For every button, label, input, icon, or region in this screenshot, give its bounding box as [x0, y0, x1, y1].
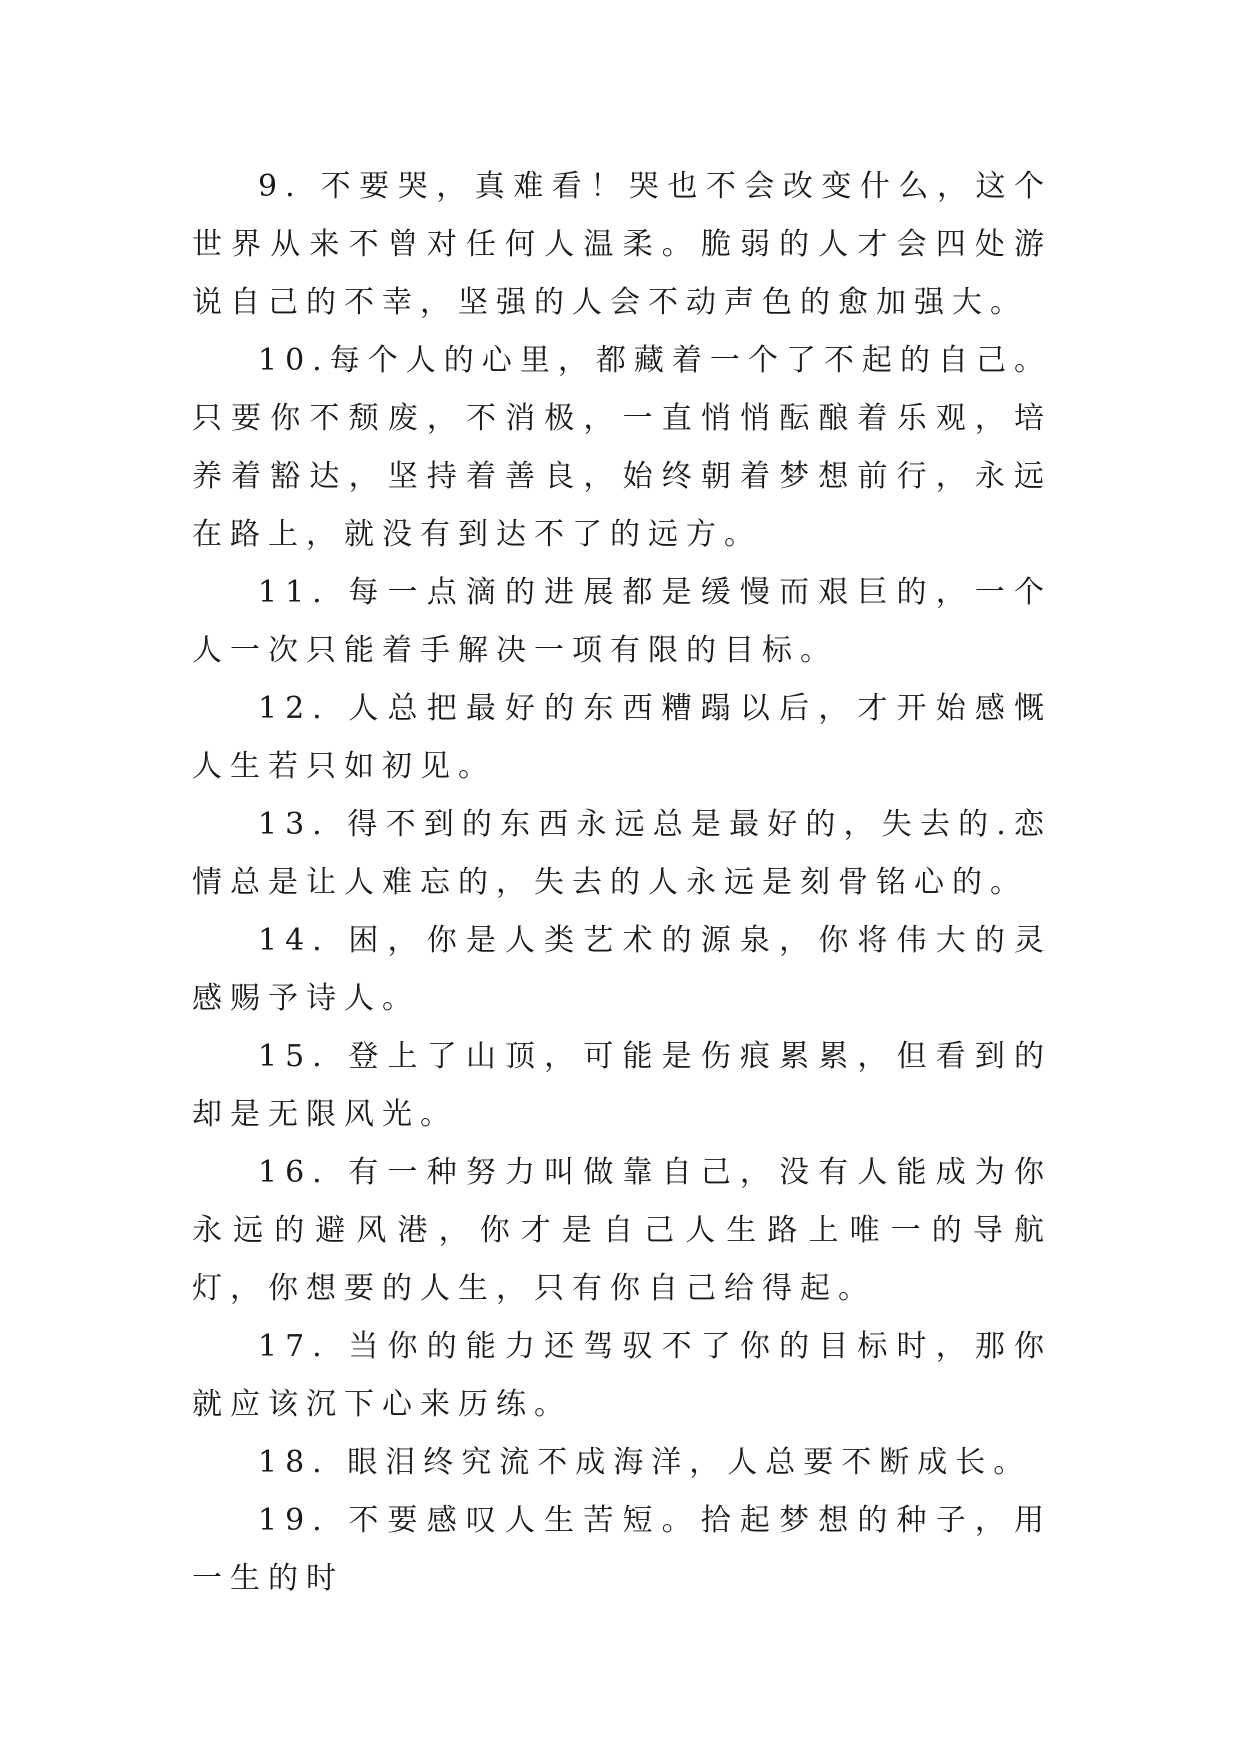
- paragraph-15: 15. 登上了山顶，可能是伤痕累累，但看到的却是无限风光。: [192, 1039, 1052, 1132]
- paragraph-17: 17. 当你的能力还驾驭不了你的目标时，那你就应该沉下心来历练。: [192, 1329, 1052, 1422]
- paragraph-13: 13. 得不到的东西永远总是最好的，失去的.恋情总是让人难忘的，失去的人永远是刻骨铭心的。: [192, 807, 1052, 900]
- paragraph-10: 10.每个人的心里，都藏着一个了不起的自己。只要你不颓废，不消极，一直悄悄酝酿着乐观，培养着豁达，坚持着善良，始终朝着梦想前行，永远在路上，就没有到达不了的远方。: [192, 343, 1052, 552]
- paragraph-14: 14. 困，你是人类艺术的源泉，你将伟大的灵感赐予诗人。: [192, 923, 1052, 1016]
- document-body: [192, 158, 1052, 1608]
- paragraph-16: 16. 有一种努力叫做靠自己，没有人能成为你永远的避风港，你才是自己人生路上唯一的导航灯，你想要的人生，只有你自己给得起。: [192, 1155, 1052, 1306]
- paragraph-19: 19. 不要感叹人生苦短。拾起梦想的种子，用一生的时: [192, 1503, 1052, 1596]
- paragraph-18: 18. 眼泪终究流不成海洋，人总要不断成长。: [258, 1445, 1032, 1480]
- paragraph-11: 11. 每一点滴的进展都是缓慢而艰巨的，一个人一次只能着手解决一项有限的目标。: [192, 575, 1052, 668]
- paragraph-12: 12. 人总把最好的东西糟蹋以后，才开始感慨人生若只如初见。: [192, 691, 1052, 784]
- paragraph-9: 9. 不要哭，真难看！哭也不会改变什么，这个世界从来不曾对任何人温柔。脆弱的人才会四处游说自己的不幸，坚强的人会不动声色的愈加强大。: [192, 169, 1052, 320]
